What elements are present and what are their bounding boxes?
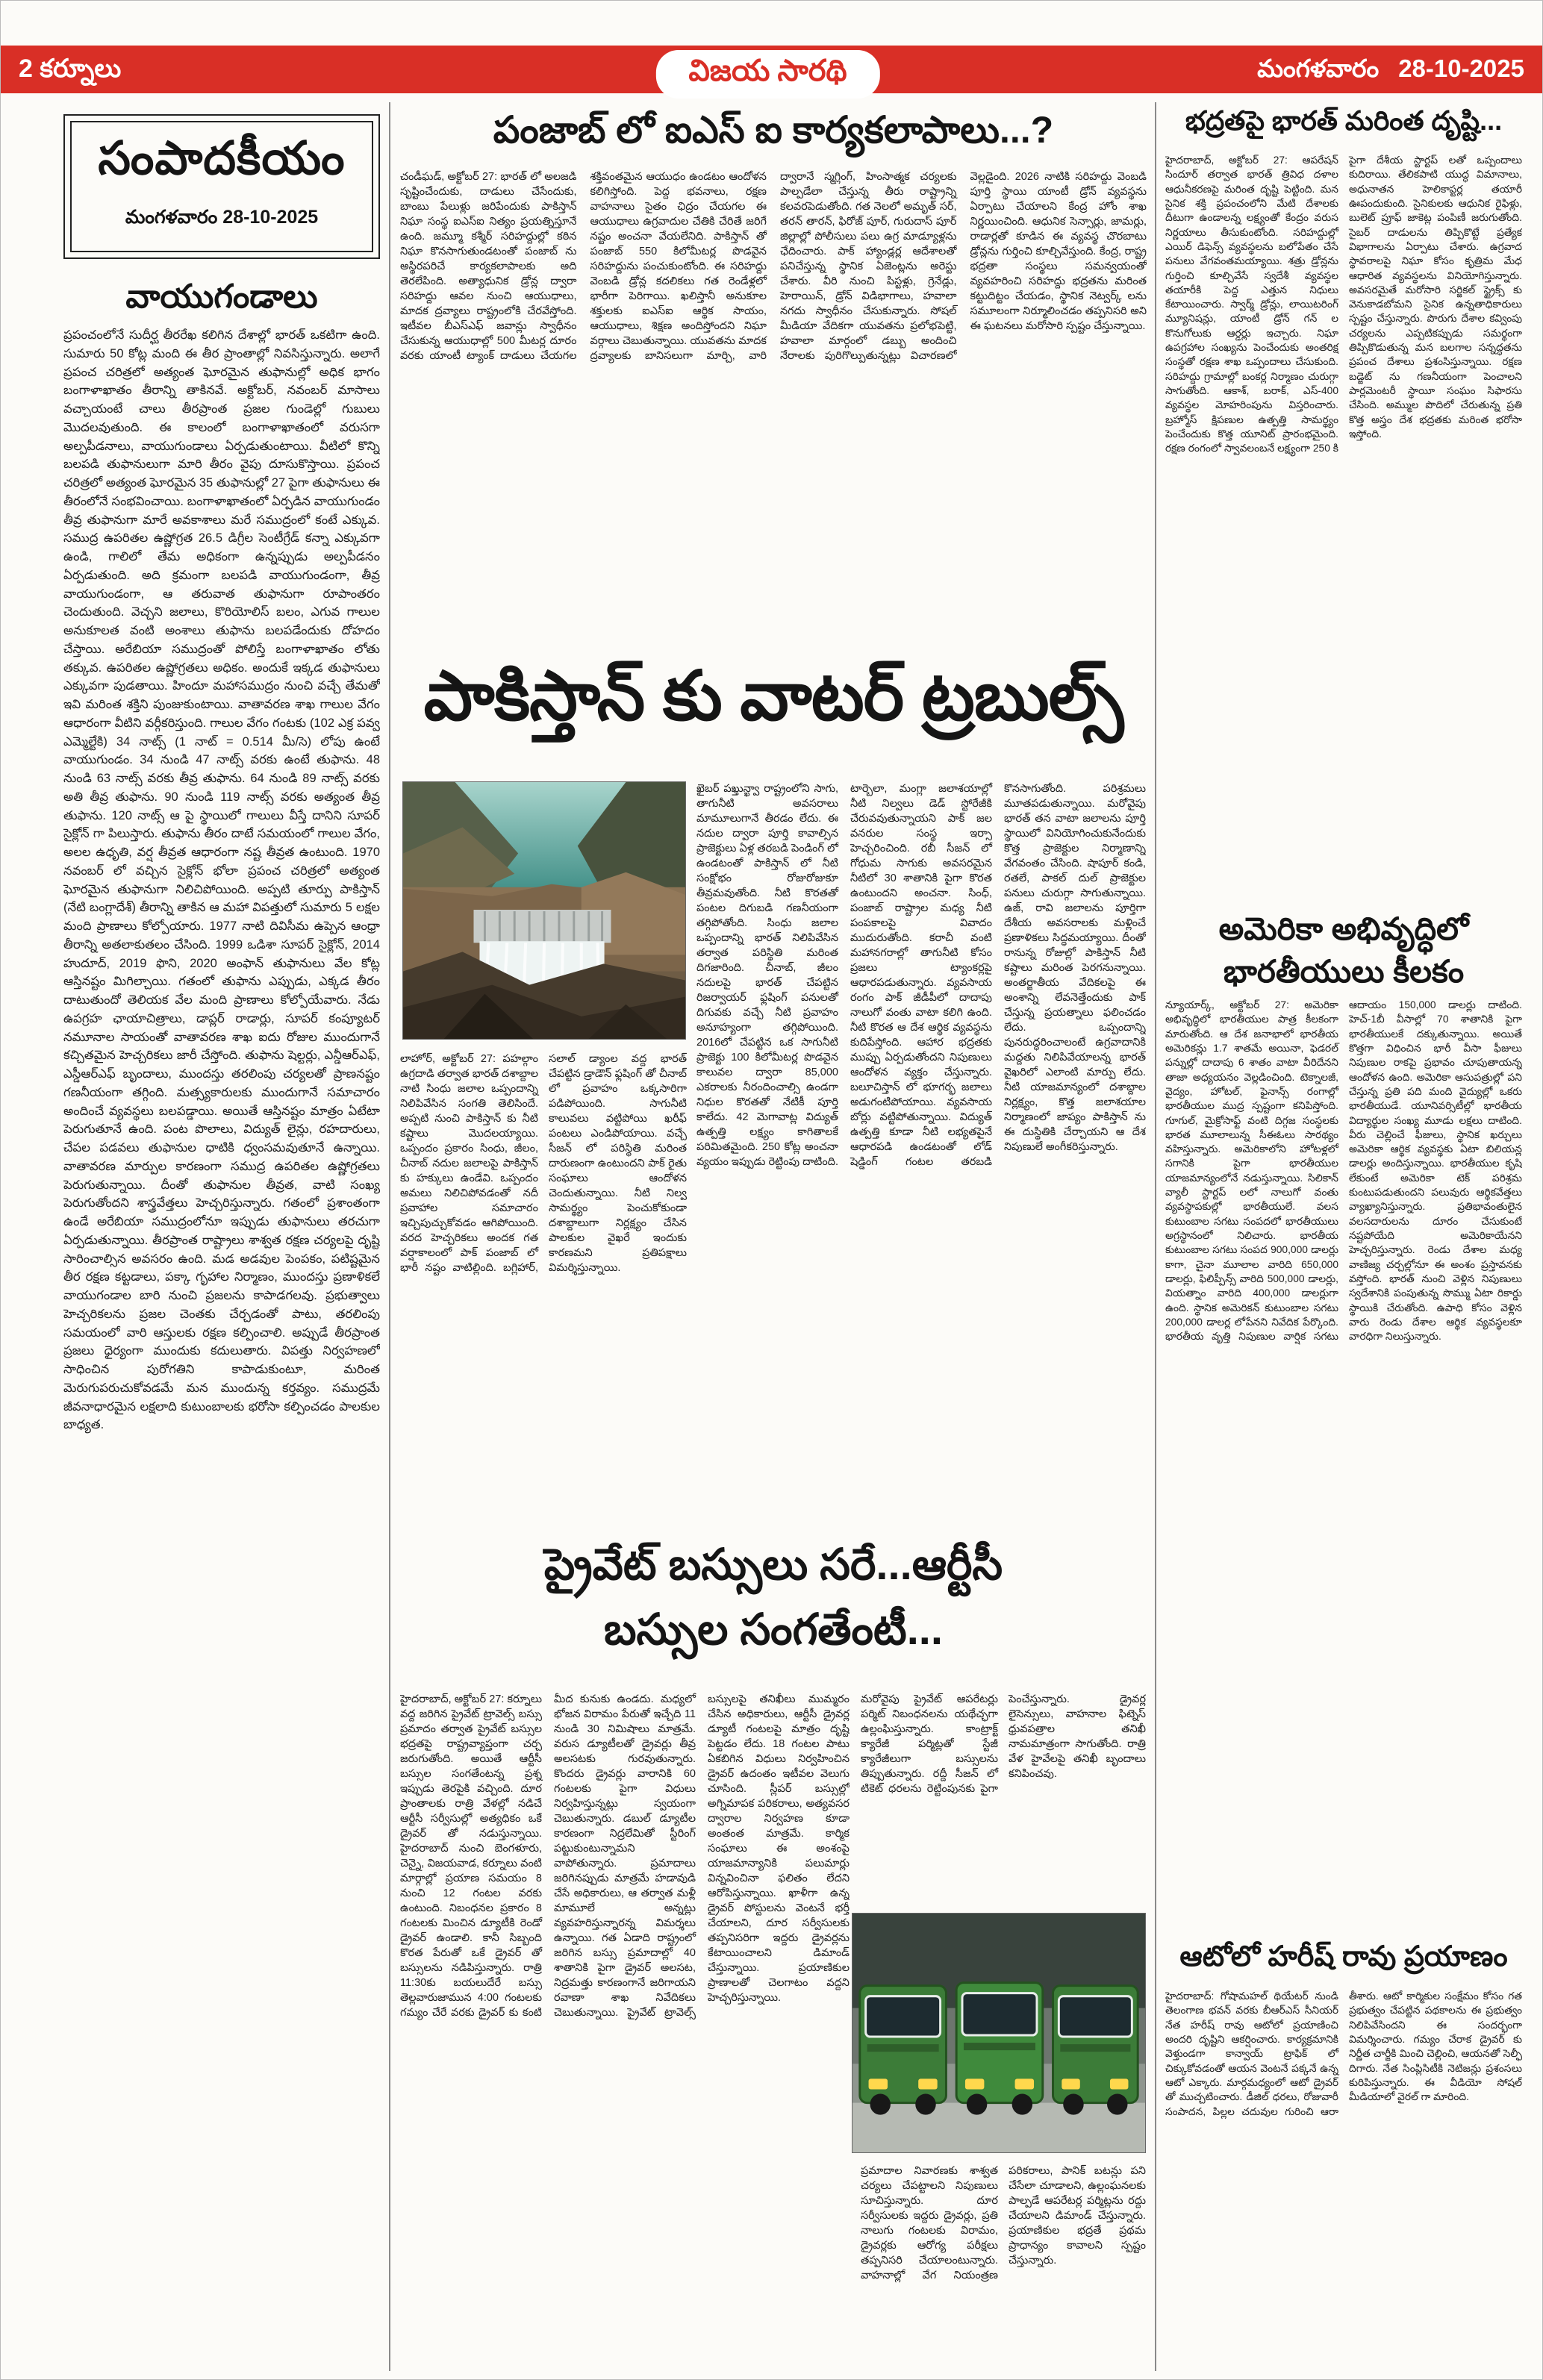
- editorial-title: సంపాదకీయం: [98, 134, 346, 184]
- masthead-bar: [1, 46, 1543, 93]
- date-value: 28-10-2025: [1398, 54, 1524, 82]
- buses-headline-line1: ప్రైవేట్ బస్సులు సరే...ఆర్టీసీ: [543, 1540, 1003, 1589]
- pakistan-headline: పాకిస్తాన్ కు వాటర్ ట్రబుల్స్: [423, 658, 1123, 734]
- buses-photo-illustration: [852, 1914, 1145, 2152]
- editorial-frame: [63, 114, 380, 259]
- pakistan-body-side: ఖైబర్ పఖ్తున్ఖ్వా రాష్ట్రంలోని సాగు, తాగునీటి అవసరాలు మామూలుగానే తీరడం లేదు. ఈ నదుల ద్వారా పూర్తి కావాల్సిన ప్రాజెక్టులు ఏళ్ల తరబడి పెండింగ్ లో ఉండటంతో పాకిస్తాన్ లో నీటి సంక్షోభం రోజురోజుకూ తీవ్రమవుతోంది. నీటి కొరతతో పంటల దిగుబడి గణనీయంగా తగ్గిపోతోంది. సింధు జలాల ఒప్పందాన్ని భారత్ నిలిపివేసిన తర్వాత పరిస్థితి మరింత దిగజారింది. చీనాబ్, జీలం నదులపై భారత్ చేపట్టిన రిజర్వాయర్ ఫ్లషింగ్ పనులతో దిగువకు వచ్చే నీటి ప్రవాహం అనూహ్యంగా తగ్గిపోయింది. 2016లో చేపట్టిన ఒక సాగునీటి ప్రాజెక్టు 100 కిలోమీటర్ల పొడవైన కాలువల ద్వారా 85,000 ఎకరాలకు నీరందించాల్సి ఉండగా నిధుల కొరతతో నేటికీ పూర్తి కాలేదు. 42 మెగావాట్ల విద్యుత్ ఉత్పత్తి లక్ష్యం కాగితాలకే పరిమితమైంది. 250 కోట్ల అంచనా వ్యయం ఇప్పుడు రెట్టింపు దాటింది. టార్బెలా, మంగ్లా జలాశయాల్లో నీటి నిల్వలు డెడ్ స్టోరేజీకి చేరువవుతున్నాయని పాక్ జల వనరుల సంస్థ ఇర్సా హెచ్చరించింది. రబీ సీజన్ లో గోధుమ సాగుకు అవసరమైన నీటిలో 30 శాతానికి పైగా కొరత ఉంటుందని అంచనా. సింధ్, పంజాబ్ రాష్ట్రాల మధ్య నీటి పంపకాలపై వివాదం ముదురుతోంది. కరాచీ వంటి మహానగరాల్లో తాగునీటి కోసం ప్రజలు ట్యాంకర్లపై ఆధారపడుతున్నారు. వ్యవసాయ రంగం పాక్ జీడీపీలో దాదాపు నాలుగో వంతు వాటా కలిగి ఉంది. నీటి కొరత ఆ దేశ ఆర్థిక వ్యవస్థను కుదిపేస్తోంది. ఆహార భద్రతకు ముప్పు ఏర్పడుతోందని నిపుణులు ఆందోళన వ్యక్తం చేస్తున్నారు. బలూచిస్తాన్ లో భూగర్భ జలాలు అడుగంటిపోయాయి. వ్యవసాయ బోర్లు వట్టిపోతున్నాయి. విద్యుత్ ఉత్పత్తి కూడా నీటి లభ్యతపైనే ఆధారపడి ఉండటంతో లోడ్ షెడ్డింగ్ గంటల తరబడి కొనసాగుతోంది. పరిశ్రమలు మూతపడుతున్నాయి. మరోవైపు భారత్ తన వాటా జలాలను పూర్తి స్థాయిలో వినియోగించుకునేందుకు కొత్త ప్రాజెక్టుల నిర్మాణాన్ని వేగవంతం చేసింది. షాపూర్ కండి, రతలే, పాకల్ దుల్ ప్రాజెక్టుల పనులు చురుగ్గా సాగుతున్నాయి. ఉజ్, రావి జలాలను పూర్తిగా దేశీయ అవసరాలకు మళ్లించే ప్రణాళికలు సిద్ధమయ్యాయి. దీంతో రానున్న రోజుల్లో పాకిస్తాన్ నీటి కష్టాలు మరింత పెరగనున్నాయి. అంతర్జాతీయ వేదికలపై ఈ అంశాన్ని లేవనెత్తేందుకు పాక్ చేస్తున్న ప్రయత్నాలు ఫలించడం లేదు. ఒప్పందాన్ని పునరుద్ధరించాలంటే ఉగ్రవాదానికి మద్దతు నిలిపివేయాలన్న భారత్ వైఖరిలో ఎలాంటి మార్పు లేదు. నీటి యాజమాన్యంలో దశాబ్దాల నిర్లక్ష్యం, కొత్త జలాశయాల నిర్మాణంలో జాప్యం పాకిస్తాన్ ను ఈ దుస్థితికి చేర్చాయని ఆ దేశ నిపుణులే అంగీకరిస్తున్నారు.: [696, 783, 1146, 1168]
- dam-photo: [402, 781, 686, 1040]
- buses-headline-line2: బస్సుల సంగతేంటీ...: [603, 1605, 944, 1654]
- punjab-body: చండీఘడ్, అక్టోబర్ 27: భారత్ లో అలజడి సృష్టించేందుకు, దాడులు చేసేందుకు, బాంబు పేలుళ్లు జరిపేందుకు పాకిస్తాన్ నిఘా సంస్థ ఐఎస్ఐ నిత్యం ప్రయత్నిస్తూనే ఉంది. జమ్మూ కశ్మీర్ సరిహద్దుల్లో కఠిన నిఘా కొనసాగుతుండటంతో పంజాబ్ ను అస్థిరపరిచే కార్యకలాపాలకు అది తెరలేపింది. అత్యాధునిక డ్రోన్ల ద్వారా సరిహద్దు ఆవల నుంచి ఆయుధాలు, మాదక ద్రవ్యాలు రాష్ట్రంలోకి చేరవేస్తోంది. ఇటీవల బీఎస్ఎఫ్ జవాన్లు స్వాధీనం చేసుకున్న ఆయుధాల్లో 500 మీటర్ల దూరం వరకు యాంటీ ట్యాంక్ దాడులు చేయగల శక్తివంతమైన ఆయుధం ఉండటం ఆందోళన కలిగిస్తోంది. పెద్ద భవనాలు, రక్షణ వాహనాలు సైతం ఛిద్రం చేయగల ఈ ఆయుధాలు ఉగ్రవాదుల చేతికి చేరితే జరిగే నష్టం అంచనా వేయలేనిది. పాకిస్తాన్ తో పంజాబ్ 550 కిలోమీటర్ల పొడవైన సరిహద్దును పంచుకుంటోంది. ఈ సరిహద్దు వెంబడి డ్రోన్ల కదలికలు గత రెండేళ్లలో భారీగా పెరిగాయి. ఖలిస్తానీ అనుకూల శక్తులకు ఐఎస్ఐ ఆర్థిక సాయం, ఆయుధాలు, శిక్షణ అందిస్తోందని నిఘా వర్గాలు చెబుతున్నాయి. యువతను మాదక ద్రవ్యాలకు బానిసలుగా మార్చి, వారి ద్వారానే స్మగ్లింగ్, హింసాత్మక చర్యలకు పాల్పడేలా చేస్తున్న తీరు రాష్ట్రాన్ని కలవరపెడుతోంది. గత నెలలో అమృత్ సర్, తరన్ తారన్, ఫిరోజ్ పూర్, గురుదాస్ పూర్ జిల్లాల్లో పోలీసులు పలు ఉగ్ర మాడ్యూళ్లను ఛేదించారు. పాక్ హ్యాండ్లర్ల ఆదేశాలతో పనిచేస్తున్న స్థానిక ఏజెంట్లను అరెస్టు చేశారు. వీరి నుంచి పిస్టళ్లు, గ్రెనేడ్లు, హెరాయిన్, డ్రోన్ విడిభాగాలు, హవాలా నగదు స్వాధీనం చేసుకున్నారు. సోషల్ మీడియా వేదికగా యువతను ప్రలోభపెట్టి, హవాలా మార్గంలో డబ్బు అందించి నేరాలకు పురిగొల్పుతున్నట్లు విచారణలో వెల్లడైంది. 2026 నాటికి సరిహద్దు వెంబడి పూర్తి స్థాయి యాంటీ డ్రోన్ వ్యవస్థను ఏర్పాటు చేయాలని కేంద్ర హోం శాఖ నిర్ణయించింది. ఆధునిక సెన్సార్లు, జామర్లు, రాడార్లతో కూడిన ఈ వ్యవస్థ చొరబాటు డ్రోన్లను గుర్తించి కూల్చివేస్తుంది. కేంద్ర, రాష్ట్ర భద్రతా సంస్థలు సమన్వయంతో వ్యవహరించి సరిహద్దు భద్రతను మరింత కట్టుదిట్టం చేయడం, స్థానిక నెట్వర్క్ లను సమూలంగా నిర్మూలించడం తప్పనిసరి అని ఈ ఘటనలు మరోసారి స్పష్టం చేస్తున్నాయి.: [400, 171, 1147, 362]
- editorial-frame-inner: [70, 121, 373, 252]
- editorial-date: మంగళవారం 28-10-2025: [125, 207, 319, 228]
- date-label: [1257, 54, 1524, 89]
- america-headline: [1165, 908, 1522, 993]
- weekday-label: మంగళవారం: [1257, 54, 1380, 82]
- america-headline-line2: భారతీయులు కీలకం: [1223, 953, 1465, 989]
- harish-body: హైదరాబాద్: గోషామహల్ థియేటర్ నుండి తెలంగాణ భవన్ వరకు బీఆర్ఎస్ సీనియర్ నేత హరీష్ రావు ఆటోలో ప్రయాణించి అందరి దృష్టిని ఆకర్షించారు. కార్యక్రమానికి వెళ్తుండగా కాన్వాయ్ ట్రాఫిక్ లో చిక్కుకోవడంతో ఆయన వెంటనే పక్కనే ఉన్న ఆటో ఎక్కారు. మార్గమధ్యంలో ఆటో డ్రైవర్ తో ముచ్చటించారు. డీజిల్ ధరలు, రోజువారీ సంపాదన, పిల్లల చదువుల గురించి ఆరా తీశారు. ఆటో కార్మికుల సంక్షేమం కోసం గత ప్రభుత్వం చేపట్టిన పథకాలను ఈ ప్రభుత్వం నిలిపివేసిందని ఈ సందర్భంగా విమర్శించారు. గమ్యం చేరాక డ్రైవర్ కు నిర్ణీత చార్జీకి మించి చెల్లించి, ఆయనతో సెల్ఫీ దిగారు. నేత సింప్లిసిటీకి నెటిజన్లు ప్రశంసలు కురిపిస్తున్నారు. ఈ వీడియో సోషల్ మీడియాలో వైరల్ గా మారింది.: [1165, 1990, 1522, 2117]
- buses-headline: [400, 1532, 1147, 1662]
- buses-body-main: హైదరాబాద్, అక్టోబర్ 27: కర్నూలు వద్ద జరిగిన ప్రైవేట్ ట్రావెల్స్ బస్సు ప్రమాదం తర్వాత ప్రైవేట్ బస్సుల భద్రతపై రాష్ట్రవ్యాప్తంగా చర్చ జరుగుతోంది. అయితే ఆర్టీసీ బస్సుల సంగతేంటన్న ప్రశ్న ఇప్పుడు తెరపైకి వచ్చింది. దూర ప్రాంతాలకు రాత్రి వేళల్లో నడిచే ఆర్టీసీ సర్వీసుల్లో అత్యధికం ఒకే డ్రైవర్ తో నడుస్తున్నాయి. హైదరాబాద్ నుంచి బెంగళూరు, చెన్నై, విజయవాడ, కర్నూలు వంటి మార్గాల్లో ప్రయాణ సమయం 8 నుంచి 12 గంటల వరకు ఉంటుంది. నిబంధనల ప్రకారం 8 గంటలకు మించిన డ్యూటీకి రెండో డ్రైవర్ ఉండాలి. కానీ సిబ్బంది కొరత పేరుతో ఒకే డ్రైవర్ తో బస్సులను నడిపిస్తున్నారు. రాత్రి 11:30కు బయలుదేరే బస్సు తెల్లవారుజామున 4:00 గంటలకు గమ్యం చేరే వరకు డ్రైవర్ కు కంటి మీద కునుకు ఉండదు. మధ్యలో భోజన విరామం పేరుతో ఇచ్చేది 11 నుండి 30 నిమిషాలు మాత్రమే. వరుస డ్యూటీలతో డ్రైవర్లు తీవ్ర అలసటకు గురవుతున్నారు. కొందరు డ్రైవర్లు వారానికి 60 గంటలకు పైగా విధులు నిర్వహిస్తున్నట్లు స్వయంగా చెబుతున్నారు. డబుల్ డ్యూటీల కారణంగా నిద్రలేమితో స్టీరింగ్ పట్టుకుంటున్నామని వాపోతున్నారు. ప్రమాదాలు జరిగినప్పుడు మాత్రమే హడావుడి చేసే అధికారులు, ఆ తర్వాత మళ్లీ మామూలే అన్నట్లు వ్యవహరిస్తున్నారన్న విమర్శలు ఉన్నాయి. గత ఏడాది రాష్ట్రంలో జరిగిన బస్సు ప్రమాదాల్లో 40 శాతానికి పైగా డ్రైవర్ అలసట, నిద్రమత్తు కారణంగానే జరిగాయని రవాణా శాఖ నివేదికలు చెబుతున్నాయి. ప్రైవేట్ ట్రావెల్స్ బస్సులపై తనిఖీలు ముమ్మరం చేసిన అధికారులు, ఆర్టీసీ డ్రైవర్ల డ్యూటీ గంటలపై మాత్రం దృష్టి పెట్టడం లేదు. 18 గంటల పాటు ఏకబిగిన విధులు నిర్వహించిన డ్రైవర్ ఉదంతం ఇటీవల వెలుగు చూసింది. స్లీపర్ బస్సుల్లో అగ్నిమాపక పరికరాలు, అత్యవసర ద్వారాల నిర్వహణ కూడా అంతంత మాత్రమే. కార్మిక సంఘాలు ఈ అంశంపై యాజమాన్యానికి పలుమార్లు విన్నవించినా ఫలితం లేదని ఆరోపిస్తున్నాయి. ఖాళీగా ఉన్న డ్రైవర్ పోస్టులను వెంటనే భర్తీ చేయాలని, దూర సర్వీసులకు తప్పనిసరిగా ఇద్దరు డ్రైవర్లను కేటాయించాలని డిమాండ్ చేస్తున్నాయి. ప్రయాణికుల ప్రాణాలతో చెలగాటం వద్దని హెచ్చరిస్తున్నాయి.: [400, 1693, 850, 2019]
- buses-body-right-bottom: ప్రమాదాల నివారణకు శాశ్వత చర్యలు చేపట్టాలని నిపుణులు సూచిస్తున్నారు. దూర సర్వీసులకు ఇద్దరు డ్రైవర్లు, ప్రతి నాలుగు గంటలకు విరామం, డ్రైవర్లకు ఆరోగ్య పరీక్షలు తప్పనిసరి చేయాలంటున్నారు. వాహనాల్లో వేగ నియంత్రణ పరికరాలు, పానిక్ బటన్లు పని చేసేలా చూడాలని, ఉల్లంఘనలకు పాల్పడే ఆపరేటర్ల పర్మిట్లను రద్దు చేయాలని డిమాండ్ చేస్తున్నారు. ప్రయాణికుల భద్రతే ప్రథమ ప్రాధాన్యం కావాలని స్పష్టం చేస్తున్నారు.: [861, 2165, 1146, 2281]
- page-edition-label: 2 కర్నూలు: [19, 54, 122, 83]
- harish-headline: ఆటోలో హరీష్ రావు ప్రయాణం: [1179, 1941, 1508, 1973]
- buses-photo: [852, 1913, 1146, 2153]
- buses-body-right-top: మరోవైపు ప్రైవేట్ ఆపరేటర్లు పర్మిట్ నిబంధనలను యథేచ్ఛగా ఉల్లంఘిస్తున్నారు. కాంట్రాక్ట్ క్యారేజీ పర్మిట్లతో స్టేజీ క్యారేజీలుగా బస్సులను తిప్పుతున్నారు. రద్దీ సీజన్ లో టికెట్ ధరలను రెట్టింపునకు పైగా పెంచేస్తున్నారు. డ్రైవర్ల లైసెన్సులు, వాహనాల ఫిట్నెస్ ధ్రువపత్రాల తనిఖీ నామమాత్రంగా సాగుతోంది. రాత్రి వేళ హైవేలపై తనిఖీ బృందాలు కనిపించవు.: [861, 1693, 1146, 1795]
- america-headline-line1: అమెరికా అభివృద్ధిలో: [1218, 911, 1469, 946]
- editorial-heading: వాయుగండాలు: [125, 278, 318, 315]
- security-body: హైదరాబాద్, అక్టోబర్ 27: ఆపరేషన్ సిందూర్ తర్వాత భారత్ త్రివిధ దళాల ఆధునీకరణపై మరింత దృష్టి పెట్టింది. మన సైనిక శక్తి ప్రపంచంలోని మేటి దేశాలకు దీటుగా ఉండాలన్న లక్ష్యంతో కేంద్రం వరుస నిర్ణయాలు తీసుకుంటోంది. సరిహద్దుల్లో ఎయిర్ డిఫెన్స్ వ్యవస్థలను బలోపేతం చేసే పనులు వేగవంతమయ్యాయి. శత్రు డ్రోన్లను గుర్తించి కూల్చివేసే స్వదేశీ వ్యవస్థల తయారీకి పెద్ద ఎత్తున నిధులు కేటాయించారు. స్వార్మ్ డ్రోన్లు, లాయిటరింగ్ మ్యూనిషన్లు, యాంటీ డ్రోన్ గన్ ల కొనుగోలుకు ఆర్డర్లు ఇచ్చారు. నిఘా ఉపగ్రహాల సంఖ్యను పెంచేందుకు అంతరిక్ష సంస్థతో రక్షణ శాఖ ఒప్పందాలు చేసుకుంది. సరిహద్దు గ్రామాల్లో బంకర్ల నిర్మాణం చురుగ్గా సాగుతోంది. ఆకాశ్, బరాక్, ఎస్-400 వ్యవస్థల మోహరింపును విస్తరించారు. బ్రహ్మోస్ క్షిపణుల ఉత్పత్తి సామర్థ్యం పెంచేందుకు కొత్త యూనిట్ ప్రారంభమైంది. రక్షణ రంగంలో స్వావలంబనే లక్ష్యంగా 250 కి పైగా దేశీయ స్టార్టప్ లతో ఒప్పందాలు కుదిరాయి. తేలికపాటి యుద్ధ విమానాలు, అధునాతన హెలికాప్టర్ల తయారీ ఊపందుకుంది. సైనికులకు ఆధునిక రైఫిళ్లు, బులెట్ ప్రూఫ్ జాకెట్ల పంపిణీ జరుగుతోంది. సైబర్ దాడులను తిప్పికొట్టే ప్రత్యేక విభాగాలను ఏర్పాటు చేశారు. ఉగ్రవాద స్థావరాలపై నిఘా కోసం కృత్రిమ మేధ ఆధారిత వ్యవస్థలను వినియోగిస్తున్నారు. అవసరమైతే మరోసారి సర్జికల్ స్ట్రైక్స్ కు వెనుకాడబోమని సైనిక ఉన్నతాధికారులు స్పష్టం చేస్తున్నారు. పొరుగు దేశాల కవ్వింపు చర్యలను ఎప్పటికప్పుడు సమర్థంగా తిప్పికొడుతున్న మన బలగాల సన్నద్ధతను ప్రపంచ దేశాలు ప్రశంసిస్తున్నాయి. రక్షణ బడ్జెట్ ను గణనీయంగా పెంచాలని పార్లమెంటరీ స్థాయీ సంఘం సిఫారసు చేసింది. అమ్ముల పొదిలో చేరుతున్న ప్రతి కొత్త అస్త్రం దేశ భద్రతకు మరింత భరోసా ఇస్తోంది.: [1165, 154, 1522, 455]
- editorial-body: ప్రపంచంలోనే సుదీర్ఘ తీరరేఖ కలిగిన దేశాల్లో భారత్ ఒకటిగా ఉంది. సుమారు 50 కోట్ల మంది ఈ తీర ప్రాంతాల్లో నివసిస్తున్నారు. అలాగే ప్రపంచ చరిత్రలో అత్యంత ఘోరమైన తుఫానుల్లో అధిక భాగం బంగాళాఖాతం తీరాన్ని తాకినవే. అక్టోబర్, నవంబర్ మాసాలు వచ్చాయంటే చాలు తీరప్రాంత ప్రజల గుండెల్లో గుబులు మొదలవుతుంది. ఈ కాలంలో బంగాళాఖాతంలో వరుసగా అల్పపీడనాలు, వాయుగుండాలు ఏర్పడుతుంటాయి. వీటిలో కొన్ని బలపడి తుఫానులుగా మారి తీరం వైపు దూసుకొస్తాయి. ప్రపంచ చరిత్రలో అత్యంత ఘోరమైన 35 తుఫానుల్లో 27 పైగా తుఫానులు ఈ తీరంలోనే సంభవించాయి. బంగాళాఖాతంలో ఏర్పడిన వాయుగుండం తీవ్ర తుఫానుగా మారే అవకాశాలు మరే సముద్రంలో కంటే ఎక్కువ. సముద్ర ఉపరితల ఉష్ణోగ్రత 26.5 డిగ్రీల సెంటీగ్రేడ్ కన్నా ఎక్కువగా ఉండి, గాలిలో తేమ అధికంగా ఉన్నప్పుడు అల్పపీడనం ఏర్పడుతుంది. అది క్రమంగా బలపడి వాయుగుండంగా, తీవ్ర వాయుగుండంగా, ఆ తరువాత తుఫానుగా రూపాంతరం చెందుతుంది. వెచ్చని జలాలు, కొరియోలిస్ బలం, ఎగువ గాలుల అనుకూలత వంటి అంశాలు తుఫాను బలపడేందుకు దోహదం చేస్తాయి. అరేబియా సముద్రంతో పోలిస్తే బంగాళాఖాతం లోతు తక్కువ. ఉపరితల ఉష్ణోగ్రతలు అధికం. అందుకే ఇక్కడ తుఫానులు ఎక్కువగా పుడతాయి. హిందూ మహాసముద్రం నుంచి వచ్చే తేమతో ఇవి మరింత శక్తిని పుంజుకుంటాయి. వాతావరణ శాఖ గాలుల వేగం ఆధారంగా వీటిని వర్గీకరిస్తుంది. గాలుల వేగం గంటకు (102 ఎక్ర పవ్వ ఎమ్మెల్టేకి) 34 నాట్స్ (1 నాట్ = 0.514 మీ/సె) లోపు ఉంటే వాయుగుండం. 34 నుండి 47 నాట్స్ వరకు ఉంటే తుఫాను. 48 నుండి 63 నాట్స్ వరకు తీవ్ర తుఫాను. 64 నుండి 89 నాట్స్ వరకు అతి తీవ్ర తుఫాను. 90 నుండి 119 నాట్స్ వరకు అత్యంత తీవ్ర తుఫాను. 120 నాట్స్ ఆ పై స్థాయిలో గాలులు వీస్తే దానిని సూపర్ సైక్లోన్ గా పిలుస్తారు. తుఫాను తీరం దాటే సమయంలో గాలుల వేగం, అలల ఉధృతి, వర్ష తీవ్రత ఆధారంగా నష్ట తీవ్రత ఉంటుంది. 1970 నవంబర్ లో వచ్చిన సైక్లోన్ భోలా ప్రపంచ చరిత్రలో అత్యంత ఘోరమైన తుఫానుగా నిలిచిపోయింది. అప్పటి తూర్పు పాకిస్తాన్ (నేటి బంగ్లాదేశ్) తీరాన్ని తాకిన ఆ మహా విపత్తులో సుమారు 5 లక్షల మంది ప్రాణాలు కోల్పోయారు. 1977 నాటి దివిసీమ ఉప్పెన ఆంధ్రా తీరాన్ని అతలాకుతలం చేసింది. 1999 ఒడిశా సూపర్ సైక్లోన్, 2014 హుదూద్, 2019 ఫొని, 2020 అంఫాన్ తుఫానులు వేల కోట్ల ఆస్తినష్టం మిగిల్చాయి. గతంలో తుఫాను ఎప్పుడు, ఎక్కడ తీరం దాటుతుందో తెలియక వేల మంది ప్రాణాలు కోల్పోయేవారు. నేడు ఉపగ్రహ ఛాయాచిత్రాలు, డాప్లర్ రాడార్లు, సూపర్ కంప్యూటర్ నమూనాల సాయంతో వాతావరణ శాఖ ఐదు రోజుల ముందుగానే కచ్చితమైన హెచ్చరికలు జారీ చేస్తోంది. తుఫాను షెల్టర్లు, ఎన్డీఆర్ఎఫ్, ఎస్డీఆర్ఎఫ్ బృందాలు, ముందస్తు తరలింపు చర్యలతో ప్రాణనష్టం గణనీయంగా తగ్గింది. మత్స్యకారులకు ముందుగానే సమాచారం అందించే వ్యవస్థలు బలపడ్డాయి. అయితే ఆస్తినష్టం మాత్రం ఏటేటా పెరుగుతూనే ఉంది. పంట పొలాలు, విద్యుత్ లైన్లు, రహదారులు, చేపల పడవలు తుఫానుల ధాటికి ధ్వంసమవుతూనే ఉన్నాయి. వాతావరణ మార్పుల కారణంగా సముద్ర ఉపరితల ఉష్ణోగ్రతలు పెరుగుతున్నాయి. దీంతో తుఫానుల తీవ్రత, వాటి సంఖ్య పెరుగుతోందని శాస్త్రవేత్తలు హెచ్చరిస్తున్నారు. గతంలో ప్రశాంతంగా ఉండే అరేబియా సముద్రంలోనూ ఇప్పుడు తుఫానులు తరచుగా ఏర్పడుతున్నాయి. తీరప్రాంత రాష్ట్రాలు శాశ్వత రక్షణ చర్యలపై దృష్టి సారించాల్సిన అవసరం ఉంది. మడ అడవుల పెంపకం, పటిష్టమైన తీర రక్షణ కట్టడాలు, పక్కా గృహాల నిర్మాణం, ముందస్తు ప్రణాళికలే వాయుగండాల బారి నుంచి ప్రజలను కాపాడగలవు. ప్రభుత్వాలు హెచ్చరికలను ప్రజల చెంతకు చేర్చడంతో పాటు, తరలింపు సమయంలో వారి ఆస్తులకు రక్షణ కల్పించాలి. అప్పుడే తీరప్రాంత ప్రజలు ధైర్యంగా ముందుకు కదులుతారు. విపత్తు నిర్వహణలో సాధించిన పురోగతిని కాపాడుకుంటూ, మరింత మెరుగుపరుచుకోవడమే మన ముందున్న కర్తవ్యం. సముద్రమే జీవనాధారమైన లక్షలాది కుటుంబాలకు భరోసా కల్పించడం పాలకుల బాధ్యత.: [63, 328, 380, 1432]
- dam-photo-illustration: [403, 782, 685, 1039]
- security-headline: భద్రతపై భారత్ మరింత దృష్టి...: [1185, 105, 1503, 136]
- column-divider-left: [389, 102, 390, 2371]
- pakistan-body-below-photo: లాహోర్, అక్టోబర్ 27: పహల్గాం ఉగ్రదాడి తర్వాత భారత్ దశాబ్దాల నాటి సింధు జలాల ఒప్పందాన్ని నిలిపివేసిన సంగతి తెలిసిందే. అప్పటి నుంచి పాకిస్తాన్ కు నీటి కష్టాలు మొదలయ్యాయి. ఒప్పందం ప్రకారం సింధు, జీలం, చీనాబ్ నదుల జలాలపై పాకిస్తాన్ కు హక్కులు ఉండేవి. ఒప్పందం అమలు నిలిచిపోవడంతో నదీ ప్రవాహాల సమాచారం ఇచ్చిపుచ్చుకోవడం ఆగిపోయింది. వరద హెచ్చరికలు అందక గత వర్షాకాలంలో పాక్ పంజాబ్ లో భారీ నష్టం వాటిల్లింది. బగ్లిహార్, సలాల్ డ్యాంల వద్ద భారత్ చేపట్టిన డ్రాడౌన్ ఫ్లషింగ్ తో చీనాబ్ లో ప్రవాహం ఒక్కసారిగా పడిపోయింది. సాగునీటి కాలువలు వట్టిపోయి ఖరీఫ్ పంటలు ఎండిపోయాయి. వచ్చే సీజన్ లో పరిస్థితి మరింత దారుణంగా ఉంటుందని పాక్ రైతు సంఘాలు ఆందోళన చెందుతున్నాయి. నీటి నిల్వ సామర్థ్యం పెంచుకోకుండా దశాబ్దాలుగా నిర్లక్ష్యం చేసిన పాలకుల వైఖరే ఇందుకు కారణమని ప్రతిపక్షాలు విమర్శిస్తున్నాయి.: [400, 1053, 687, 1274]
- punjab-headline: పంజాబ్ లో ఐఎస్ ఐ కార్యకలాపాలు...?: [493, 109, 1054, 151]
- masthead-title: విజయ సారథి: [655, 50, 879, 99]
- column-divider-right: [1155, 102, 1156, 2371]
- america-body: న్యూయార్క్, అక్టోబర్ 27: అమెరికా అభివృద్ధిలో భారతీయుల పాత్ర కీలకంగా మారుతోంది. ఆ దేశ జనాభాలో భారతీయ అమెరికన్లు 1.7 శాతమే అయినా, ఫెడరల్ పన్నుల్లో దాదాపు 6 శాతం వాటా వీరిదేనని తాజా అధ్యయనం వెల్లడించింది. టెక్నాలజీ, వైద్యం, హోటల్, ఫైనాన్స్ రంగాల్లో భారతీయుల ముద్ర స్పష్టంగా కనిపిస్తోంది. గూగుల్, మైక్రోసాఫ్ట్ వంటి దిగ్గజ సంస్థలకు భారత మూలాలున్న సీఈఓలు సారథ్యం వహిస్తున్నారు. అమెరికాలోని హోటళ్లలో సగానికి పైగా భారతీయుల యాజమాన్యంలోనే నడుస్తున్నాయి. సిలికాన్ వ్యాలీ స్టార్టప్ లలో నాలుగో వంతు వ్యవస్థాపకుల్లో భారతీయులే. వలస కుటుంబాల సగటు సంపదలో భారతీయులు అగ్రస్థానంలో నిలిచారు. భారతీయ కుటుంబాల సగటు సంపద 900,000 డాలర్లు కాగా, చైనా మూలాల వారిది 650,000 డాలర్లు, ఫిలిప్పీన్స్ వారిది 500,000 డాలర్లు, వియత్నాం వారిది 400,000 డాలర్లుగా ఉంది. స్థానిక అమెరికన్ కుటుంబాల సగటు 200,000 డాలర్ల లోపేనని నివేదిక పేర్కొంది. భారతీయ వృత్తి నిపుణుల వార్షిక సగటు ఆదాయం 150,000 డాలర్లు దాటింది. హెచ్-1బీ వీసాల్లో 70 శాతానికి పైగా భారతీయులకే దక్కుతున్నాయి. అయితే కొత్తగా విధించిన భారీ వీసా ఫీజులు నిపుణుల రాకపై ప్రభావం చూపుతాయన్న ఆందోళన ఉంది. అమెరికా ఆసుపత్రుల్లో పని చేస్తున్న ప్రతి పది మంది వైద్యుల్లో ఒకరు భారతీయుడే. యూనివర్సిటీల్లో భారతీయ విద్యార్థుల సంఖ్య మూడు లక్షలు దాటింది. వీరు చెల్లించే ఫీజులు, స్థానిక ఖర్చులు అమెరికా ఆర్థిక వ్యవస్థకు ఏటా బిలియన్ల డాలర్లు అందిస్తున్నాయి. భారతీయుల కృషి లేకుంటే అమెరికా టెక్ పరిశ్రమ కుంటుపడుతుందని పలువురు ఆర్థికవేత్తలు వ్యాఖ్యానిస్తున్నారు. ప్రతిభావంతులైన వలసదారులను దూరం చేసుకుంటే నష్టపోయేది అమెరికాయేనని హెచ్చరిస్తున్నారు. రెండు దేశాల మధ్య వాణిజ్య చర్చల్లోనూ ఈ అంశం ప్రస్తావనకు వస్తోంది. భారత్ నుంచి వెళ్లిన నిపుణులు స్వదేశానికి పంపుతున్న సొమ్ము ఏటా రికార్డు స్థాయికి చేరుతోంది. ఉపాధి కోసం వెళ్లిన వారు రెండు దేశాల ఆర్థిక వ్యవస్థలకూ వారధిగా నిలుస్తున్నారు.: [1165, 999, 1522, 1343]
